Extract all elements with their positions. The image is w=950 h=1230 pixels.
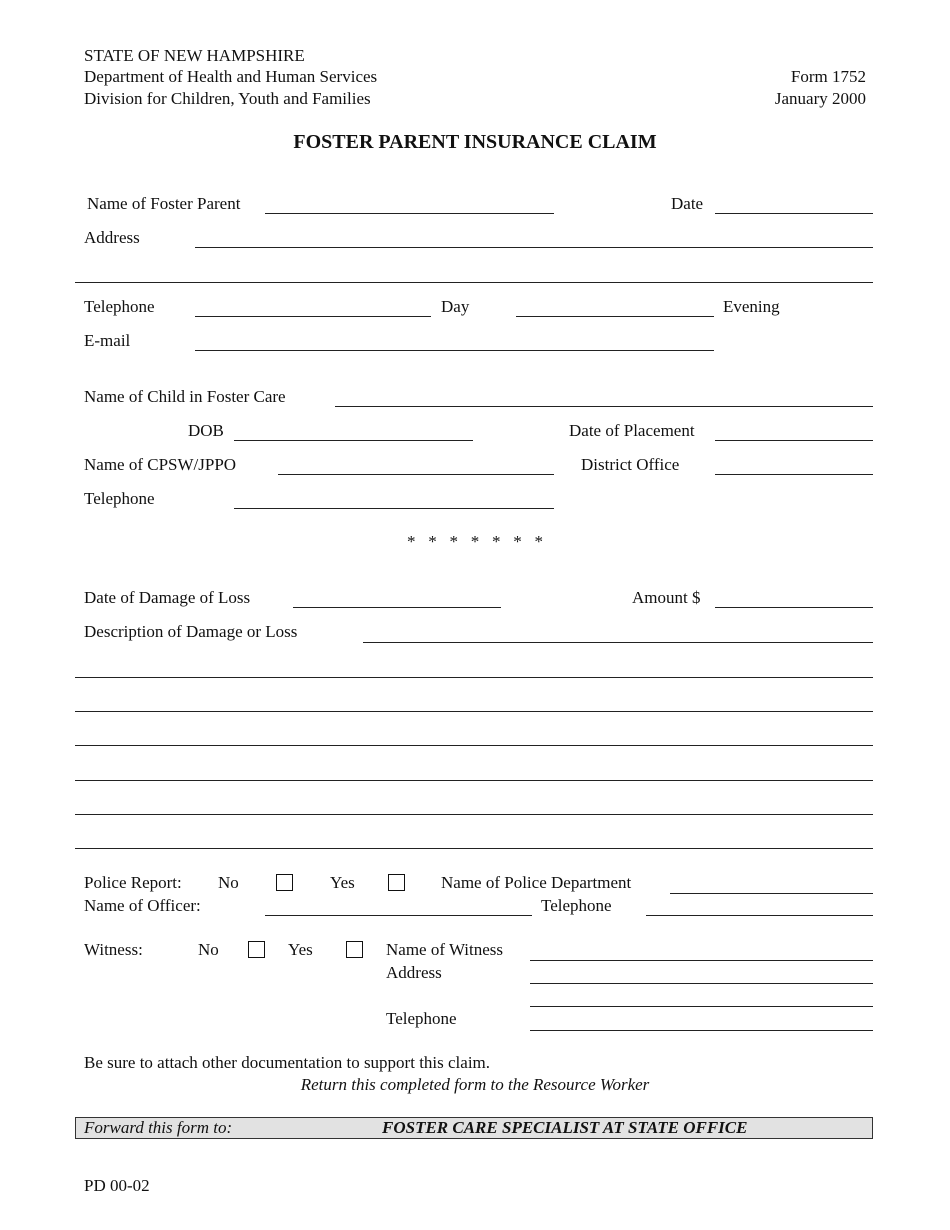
address-field-line-2[interactable]: [75, 282, 873, 283]
police-yes-label: Yes: [330, 873, 355, 892]
child-name-label: Name of Child in Foster Care: [84, 387, 286, 406]
form-date: January 2000: [774, 89, 866, 108]
description-field-line-2[interactable]: [75, 677, 873, 678]
date-field[interactable]: [715, 213, 873, 214]
form-number: Form 1752: [790, 67, 866, 86]
description-field-line-1[interactable]: [363, 642, 873, 643]
description-field-line-3[interactable]: [75, 711, 873, 712]
witness-yes-label: Yes: [288, 940, 313, 959]
district-office-label: District Office: [581, 455, 680, 474]
police-report-label: Police Report:: [84, 873, 182, 892]
department-name: Department of Health and Human Services: [84, 67, 378, 86]
address-label: Address: [84, 228, 140, 247]
division-name: Division for Children, Youth and Families: [84, 89, 371, 108]
return-note: Return this completed form to the Resource Worker: [300, 1075, 650, 1094]
email-field[interactable]: [195, 350, 714, 351]
amount-field[interactable]: [715, 607, 873, 608]
witness-telephone-field[interactable]: [530, 1030, 873, 1031]
witness-name-field[interactable]: [530, 960, 873, 961]
damage-date-field[interactable]: [293, 607, 501, 608]
cpsw-label: Name of CPSW/JPPO: [84, 455, 237, 474]
description-label: Description of Damage or Loss: [84, 622, 298, 641]
officer-field[interactable]: [265, 915, 532, 916]
forward-box: [75, 1117, 873, 1139]
child-name-field[interactable]: [335, 406, 873, 407]
damage-date-label: Date of Damage of Loss: [84, 588, 251, 607]
witness-no-label: No: [198, 940, 219, 959]
telephone-label: Telephone: [84, 297, 155, 316]
child-telephone-field[interactable]: [234, 508, 554, 509]
telephone-evening-field[interactable]: [516, 316, 714, 317]
evening-label: Evening: [723, 297, 780, 316]
police-no-label: No: [218, 873, 239, 892]
police-department-field[interactable]: [670, 893, 873, 894]
day-label: Day: [441, 297, 470, 316]
witness-address-field-line-2[interactable]: [530, 1006, 873, 1007]
section-separator: * * * * * * *: [407, 532, 543, 551]
description-field-line-7[interactable]: [75, 848, 873, 849]
district-office-field[interactable]: [715, 474, 873, 475]
dob-field[interactable]: [234, 440, 473, 441]
address-field-line-1[interactable]: [195, 247, 873, 248]
description-field-line-5[interactable]: [75, 780, 873, 781]
child-telephone-label: Telephone: [84, 489, 155, 508]
foster-parent-name-field[interactable]: [265, 213, 554, 214]
witness-yes-checkbox[interactable]: [346, 941, 363, 958]
page-title: FOSTER PARENT INSURANCE CLAIM: [293, 131, 657, 153]
officer-telephone-field[interactable]: [646, 915, 873, 916]
dob-label: DOB: [188, 421, 224, 440]
forward-target: FOSTER CARE SPECIALIST AT STATE OFFICE: [382, 1118, 748, 1137]
officer-label: Name of Officer:: [84, 896, 201, 915]
date-of-placement-field[interactable]: [715, 440, 873, 441]
police-no-checkbox[interactable]: [276, 874, 293, 891]
attach-note: Be sure to attach other documentation to support this claim.: [84, 1053, 491, 1072]
witness-no-checkbox[interactable]: [248, 941, 265, 958]
police-department-label: Name of Police Department: [441, 873, 632, 892]
witness-address-field-line-1[interactable]: [530, 983, 873, 984]
forward-label: Forward this form to:: [84, 1118, 233, 1137]
email-label: E-mail: [84, 331, 131, 350]
description-field-line-4[interactable]: [75, 745, 873, 746]
witness-name-label: Name of Witness: [386, 940, 504, 959]
officer-telephone-label: Telephone: [541, 896, 612, 915]
witness-telephone-label: Telephone: [386, 1009, 457, 1028]
state-name: STATE OF NEW HAMPSHIRE: [84, 46, 305, 65]
witness-address-label: Address: [386, 963, 442, 982]
description-field-line-6[interactable]: [75, 814, 873, 815]
telephone-day-field[interactable]: [195, 316, 431, 317]
cpsw-field[interactable]: [278, 474, 554, 475]
police-yes-checkbox[interactable]: [388, 874, 405, 891]
date-of-placement-label: Date of Placement: [569, 421, 695, 440]
foster-parent-name-label: Name of Foster Parent: [87, 194, 241, 213]
date-label: Date: [671, 194, 704, 213]
witness-label: Witness:: [84, 940, 143, 959]
form-code: PD 00-02: [84, 1176, 150, 1195]
amount-label: Amount $: [632, 588, 701, 607]
